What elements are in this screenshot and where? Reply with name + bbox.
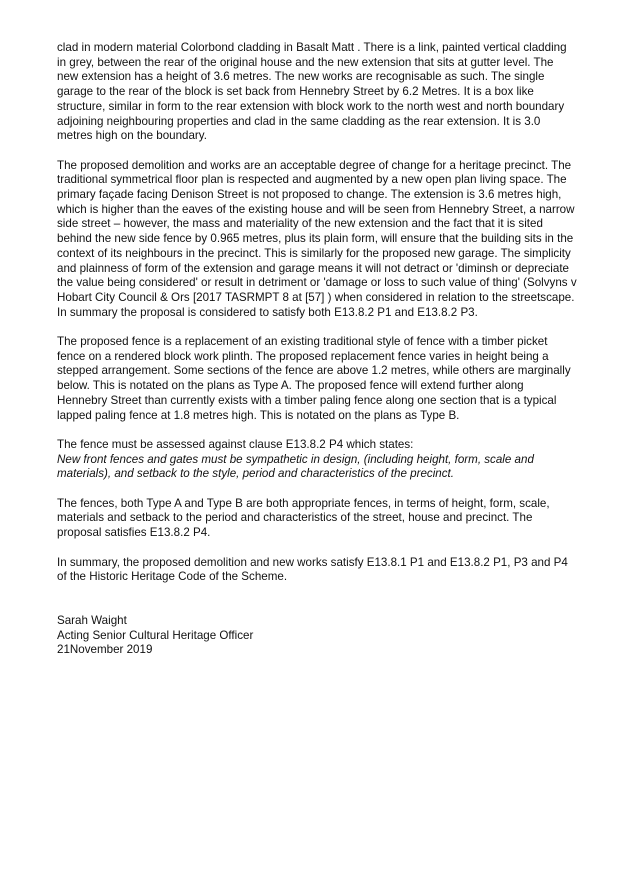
signatory-name: Sarah Waight: [57, 613, 127, 627]
document-body: [57, 41, 577, 658]
clause-block: [57, 438, 577, 482]
signature-block: [57, 614, 577, 658]
paragraph-fence-description: The proposed fence is a replacement of an existing traditional style of fence with a timber picket fence on a rendered block work plinth. The proposed replacement fence varies in height being a stepped arrangement. Some sections of the fence are above 1.2 metres, while others are marginally below. This is notated on the plans as Type A. The proposed fence will extend further along Hennebry Street than currently exists with a timber paling fence along one section that is a typical lapped paling fence at 1.8 metres high. This is notated on the plans as Type B.: [57, 335, 571, 422]
clause-intro: The fence must be assessed against clause E13.8.2 P4 which states:: [57, 437, 414, 451]
clause-quote: New front fences and gates must be sympathetic in design, (including height, form, scale and materials), and setback to the style, period and characteristics of the precinct.: [57, 452, 534, 481]
signatory-title: Acting Senior Cultural Heritage Officer: [57, 628, 254, 642]
paragraph-fences-assessment: The fences, both Type A and Type B are both appropriate fences, in terms of height, form, scale, materials and setback to the period and characteristics of the street, house and precinct. The proposal satisfies E13.8.2 P4.: [57, 496, 550, 540]
paragraph-demolition-assessment: The proposed demolition and works are an acceptable degree of change for a heritage precinct. The traditional symmetrical floor plan is respected and augmented by a new open plan living space. The primary façade facing Denison Street is not proposed to change. The extension is 3.6 metres high, which is higher than the eaves of the existing house and will be seen from Hennebry Street, a narrow side street – however, the mass and materiality of the new extension and the fact that it is sited behind the new side fence by 0.965 metres, plus its plain form, will ensure that the building sits in the context of its neighbours in the precinct. This is similarly for the proposed new garage. The simplicity and plainness of form of the extension and garage means it will not detract or 'diminsh or depreciate the value being considered' or result in detriment or 'damage or loss to such value of thing' (Solvyns v Hobart City Council & Ors [2017 TASRMPT 8 at [57] ) when considered in relation to the streetscape. In summary the proposal is considered to satisfy both E13.8.2 P1 and E13.8.2 P3.: [57, 158, 577, 319]
paragraph-summary: In summary, the proposed demolition and new works satisfy E13.8.1 P1 and E13.8.2 P1, P3 and P4 of the Historic Heritage Code of the Scheme.: [57, 555, 568, 584]
paragraph-cladding: clad in modern material Colorbond cladding in Basalt Matt . There is a link, painted vertical cladding in grey, between the rear of the original house and the new extension that sits at gutter level. The new extension has a height of 3.6 metres. The new works are recognisable as such. The single garage to the rear of the block is set back from Hennebry Street by 6.2 Metres. It is a box like structure, similar in form to the rear extension with block work to the north west and north boundary adjoining neighbouring properties and clad in the same cladding as the rear extension. It is 3.0 metres high on the boundary.: [57, 41, 567, 143]
signature-date: 21November 2019: [57, 643, 153, 657]
